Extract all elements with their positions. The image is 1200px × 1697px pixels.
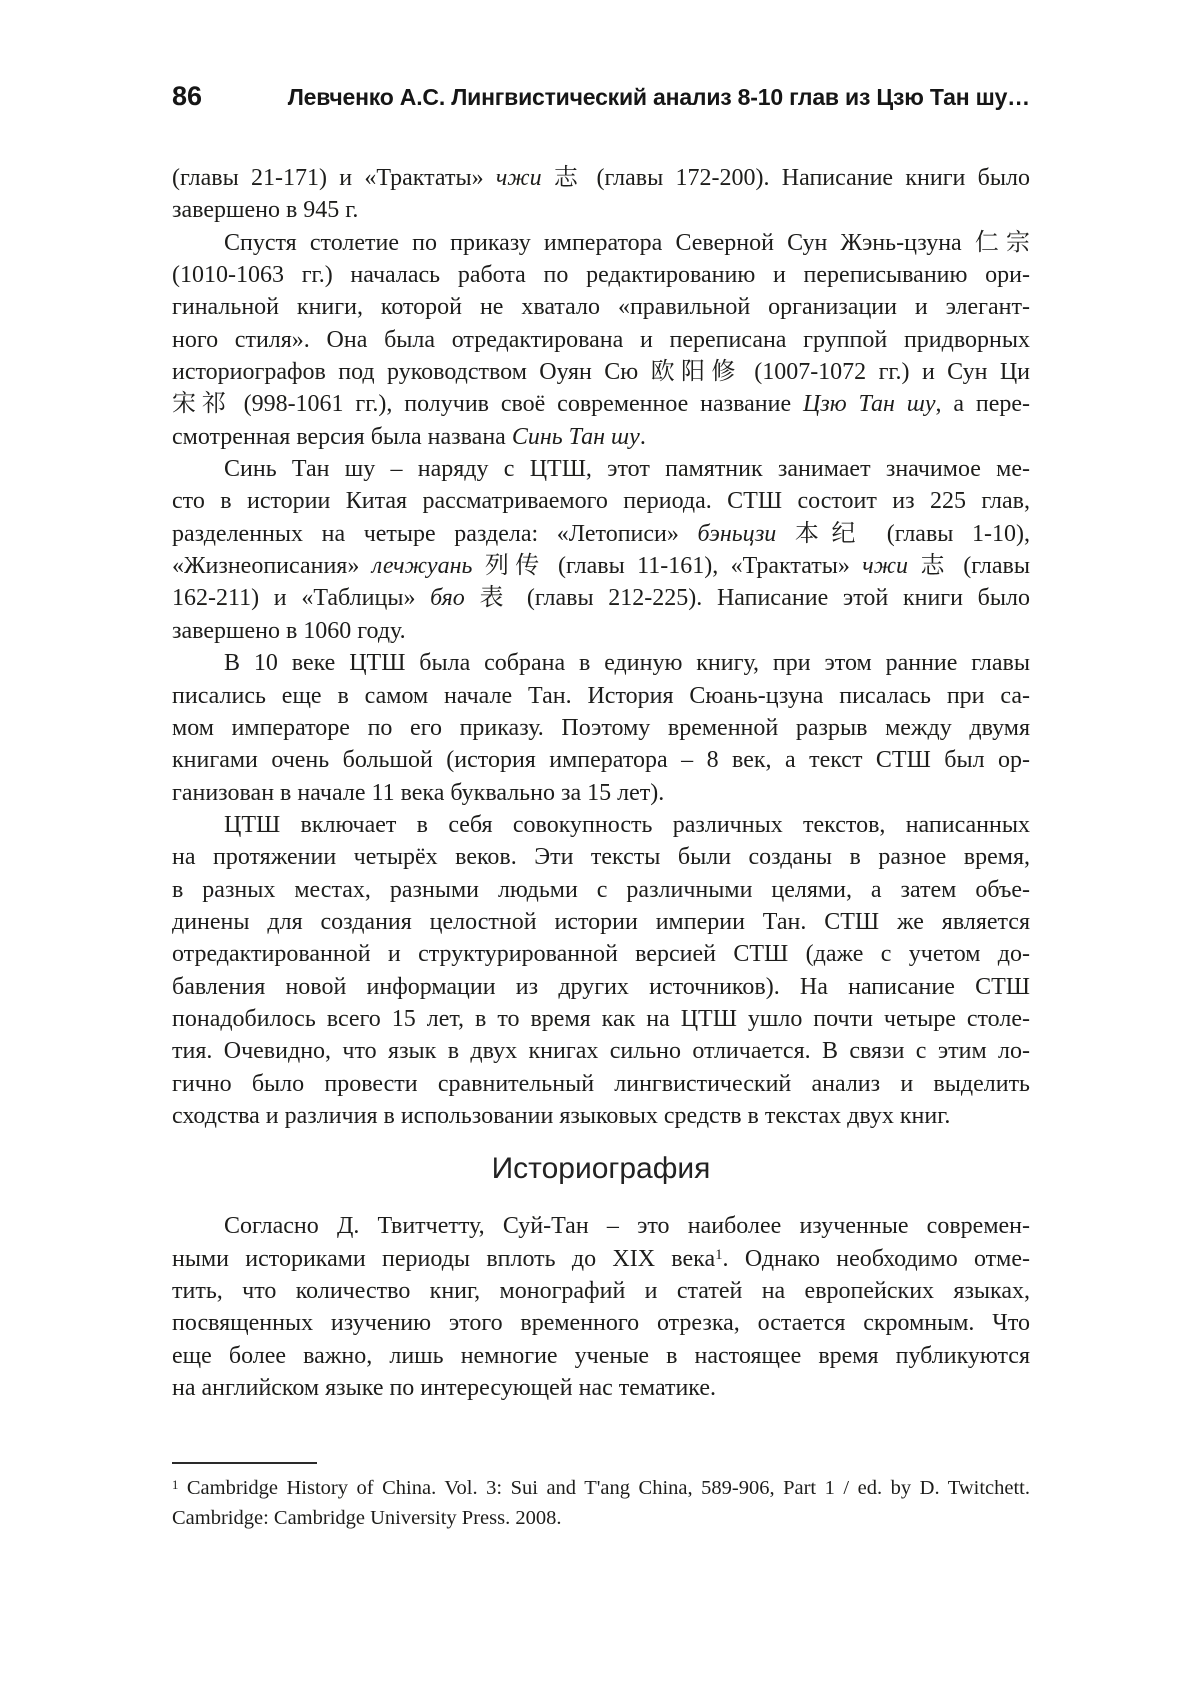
text-line: [172, 518, 1030, 550]
paragraph: [172, 453, 1030, 647]
italic-term: бяо: [430, 585, 465, 612]
text-line: [172, 1100, 1030, 1132]
text-segment: ного стиля». Она была отредактирована и переписана группой придворных: [172, 326, 1030, 353]
text-segment: понадобилось всего 15 лет, в то время как на ЦТШ ушло почти четыре столе-: [172, 1005, 1030, 1032]
text-segment: отредактированной и структурированной версией СТШ (даже с учетом до-: [172, 941, 1030, 968]
text-segment: на протяжении четырёх веков. Эти тексты были созданы в разное время,: [172, 844, 1030, 871]
text-line: [172, 1503, 1030, 1533]
text-segment: Согласно Д. Твитчетту, Суй-Тан – это наиболее изученные современ-: [224, 1213, 1030, 1240]
paragraph: [172, 227, 1030, 453]
text-line: [172, 906, 1030, 938]
text-line: [172, 809, 1030, 841]
text-segment: динены для создания целостной истории империи Тан. СТШ же является: [172, 908, 1030, 935]
text-segment: Cambridge: Cambridge University Press. 2008.: [172, 1507, 562, 1530]
text-segment: Спустя столетие по приказу императора Северной Сун Жэнь-цзуна 仁宗: [224, 229, 1030, 256]
text-segment: на английском языке по интересующей нас тематике.: [172, 1375, 717, 1402]
text-segment: гинальной книги, которой не хватало «правильной организации и элегант-: [172, 294, 1030, 321]
text-segment: гично было провести сравнительный лингвистический анализ и выделить: [172, 1070, 1030, 1097]
section-heading: Историография: [491, 1152, 711, 1186]
text-line: [172, 1035, 1030, 1067]
footnote-marker: 1: [715, 1246, 723, 1263]
text-segment: Cambridge History of China. Vol. 3: Sui and T'ang China, 589-906, Part 1 / ed. by D. Twitchett.: [178, 1477, 1030, 1500]
text-line: [172, 841, 1030, 873]
text-segment: . Однако необходимо отме-: [722, 1245, 1030, 1272]
text-line: [172, 1003, 1030, 1035]
text-segment: тия. Очевидно, что язык в двух книгах сильно отличается. В связи с этим ло-: [172, 1038, 1030, 1065]
text-line: [172, 938, 1030, 970]
text-line: [172, 971, 1030, 1003]
text-segment: 162-211) и «Таблицы»: [172, 585, 431, 612]
text-line: [172, 712, 1030, 744]
italic-term: бэньцзи: [697, 520, 777, 547]
text-segment: писались еще в самом начале Тан. История Сюань-цзуна писалась при са-: [172, 682, 1030, 709]
text-line: [172, 615, 1030, 647]
text-segment: смотренная версия была названа: [172, 423, 512, 450]
text-segment: завершено в 945 г.: [172, 197, 359, 224]
text-line: [172, 291, 1030, 323]
italic-term: Цзю Тан шу: [803, 391, 936, 418]
text-line: [172, 421, 1030, 453]
text-line: [172, 485, 1030, 517]
text-segment: ЦТШ включает в себя совокупность различных текстов, написанных: [224, 811, 1030, 838]
text-line: [172, 259, 1030, 291]
footnote-text: [172, 1473, 1030, 1533]
footnote-separator: [172, 1462, 317, 1464]
text-segment: мом императоре по его приказу. Поэтому временной разрыв между двумя: [172, 714, 1030, 741]
text-segment: 志 (главы 172-200). Написание книги было: [541, 165, 1030, 191]
text-line: [172, 162, 1030, 194]
text-line: [172, 227, 1030, 259]
text-line: [172, 453, 1030, 485]
text-line: [172, 647, 1030, 679]
text-segment: 表 (главы 212-225). Написание этой книги было: [464, 585, 1030, 612]
text-segment: Синь Тан шу – наряду с ЦТШ, этот памятник занимает значимое ме-: [224, 456, 1030, 483]
text-segment: разделенных на четыре раздела: «Летописи»: [172, 520, 698, 547]
body-text: [172, 162, 1030, 1533]
text-line: [172, 1307, 1030, 1339]
paragraph: [172, 162, 1030, 227]
running-title: Левченко А.С. Лингвистический анализ 8-10 глав из Цзю Тан шу…: [287, 84, 1030, 110]
text-segment: ганизован в начале 11 века буквально за 15 лет).: [172, 779, 665, 806]
text-segment: «Жизнеописания»: [172, 553, 372, 580]
text-segment: ными историками периоды вплоть до XIX века: [172, 1245, 716, 1272]
text-line: [172, 582, 1030, 614]
paragraph: [172, 1210, 1030, 1404]
text-segment: (1010-1063 гг.) началась работа по редактированию и переписыванию ори-: [172, 262, 1030, 289]
page-number: 86: [172, 81, 203, 111]
text-line: [172, 194, 1030, 226]
text-line: [172, 388, 1030, 420]
text-segment: тить, что количество книг, монографий и статей на европейских языках,: [172, 1278, 1030, 1304]
text-line: [172, 1210, 1030, 1242]
text-segment: В 10 веке ЦТШ была собрана в единую книгу, при этом ранние главы: [224, 650, 1030, 677]
text-line: [172, 680, 1030, 712]
text-segment: книгами очень большой (история императора – 8 век, а текст СТШ был ор-: [172, 747, 1030, 774]
text-line: [172, 1473, 1030, 1503]
text-line: [172, 1372, 1030, 1404]
footnote-marker: 1: [172, 1477, 179, 1492]
italic-term: чжи: [862, 553, 909, 580]
text-line: [172, 1243, 1030, 1275]
text-segment: историографов под руководством Оуян Сю 欧阳修 (1007-1072 гг.) и Сун Ци: [172, 359, 1030, 386]
text-segment: сходства и различия в использовании языковых средств в текстах двух книг.: [172, 1102, 951, 1129]
page-header: [172, 82, 1030, 111]
italic-term: Синь Тан шу: [511, 423, 640, 450]
text-line: [172, 777, 1030, 809]
text-segment: .: [639, 423, 646, 450]
text-segment: 本纪 (главы 1-10),: [776, 520, 1030, 547]
text-segment: в разных местах, разными людьми с различными целями, а затем объе-: [172, 876, 1030, 903]
text-line: [172, 1275, 1030, 1307]
text-line: [172, 324, 1030, 356]
text-segment: 志 (главы: [908, 553, 1030, 580]
text-line: [172, 744, 1030, 776]
text-line: [172, 356, 1030, 388]
text-segment: посвященных изучению этого временного отрезка, остается скромным. Что: [172, 1310, 1030, 1337]
text-segment: , а пере-: [935, 391, 1030, 418]
footnote: [172, 1462, 1030, 1533]
text-segment: сто в истории Китая рассматриваемого периода. СТШ состоит из 225 глав,: [172, 488, 1030, 515]
text-line: [172, 550, 1030, 582]
text-line: [172, 1340, 1030, 1372]
paragraph: [172, 647, 1030, 809]
italic-term: лечжуань: [371, 553, 473, 580]
text-segment: завершено в 1060 году.: [172, 617, 406, 644]
paragraph: [172, 809, 1030, 1132]
italic-term: чжи: [495, 165, 542, 191]
text-line: [172, 1068, 1030, 1100]
text-segment: 列传 (главы 11-161), «Трактаты»: [472, 553, 863, 580]
text-segment: 宋祁 (998-1061 гг.), получив своё современное название: [172, 391, 803, 418]
text-segment: еще более важно, лишь немногие ученые в настоящее время публикуются: [172, 1342, 1030, 1369]
text-segment: бавления новой информации из других источников). На написание СТШ: [172, 973, 1030, 1000]
text-line: [172, 874, 1030, 906]
text-segment: (главы 21-171) и «Трактаты»: [172, 165, 496, 191]
